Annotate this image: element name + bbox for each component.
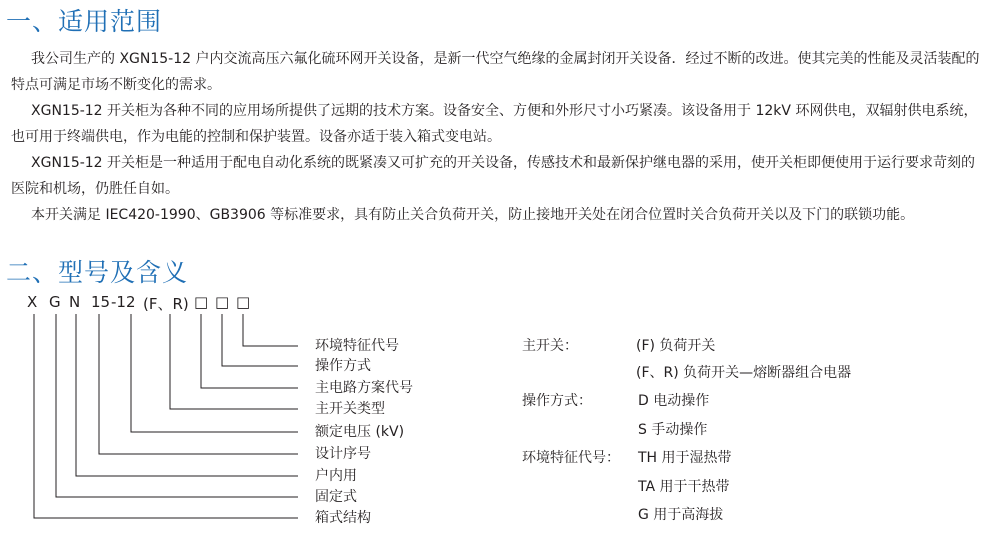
connector-x (34, 314, 298, 518)
legend-operation-label: 操作方式： (522, 393, 592, 409)
legend-operation-s: S 手动操作 (638, 422, 708, 438)
paragraph-4: 本开关满足 IEC420-1990、GB3906 等标准要求，具有防止关合负荷开关，防止接地开关处在闭合位置时关合负荷开关以及下门的联锁功能。 (31, 207, 915, 223)
connector-n (76, 314, 298, 476)
label-indoor: 户内用 (315, 468, 357, 484)
label-rated-voltage: 额定电压 (kV) (315, 424, 405, 440)
label-switch-type: 主开关类型 (315, 401, 385, 417)
legend-environment-ta: TA 用于干热带 (638, 479, 730, 495)
legend-environment-th: TH 用于湿热带 (638, 450, 732, 466)
code-g: G (49, 293, 61, 311)
legend-operation-d: D 电动操作 (638, 393, 710, 409)
legend-environment-g: G 用于高海拔 (638, 507, 724, 523)
label-main-circuit: 主电路方案代号 (315, 380, 413, 396)
connector-box-3 (243, 314, 298, 346)
section-1-heading: 一、适用范围 (6, 7, 163, 36)
paragraph-3: XGN15-12 开关柜是一种适用于配电自动化系统的既紧凑又可扩充的开关设备，传感技术和最新保护继电器的采用，使开关柜即便使用于运行要求苛刻的医院和机场，仍胜任自如。 (11, 155, 976, 197)
connector-12 (131, 314, 298, 432)
label-design-serial: 设计序号 (315, 446, 371, 462)
code-fr: (F、R) (143, 295, 189, 313)
code-box-3: □ (236, 293, 251, 311)
code-box-1: □ (194, 293, 209, 311)
section-2-heading: 二、型号及含义 (6, 258, 189, 287)
connector-15 (99, 314, 298, 454)
paragraph-2: XGN15-12 开关柜为各种不同的应用场所提供了远期的技术方案。设备安全、方便和外形尺寸小巧紧凑。该设备用于 12kV 环网供电，双辐射供电系统，也可用于终端供电，作为电能的控制和保护装置。设备亦适于装入箱式变电站。 (11, 103, 978, 145)
code-15: 15 (91, 293, 111, 311)
legend-main-switch-label: 主开关： (522, 338, 578, 354)
label-fixed: 固定式 (315, 489, 357, 505)
code-box-2: □ (215, 293, 230, 311)
connector-g (56, 314, 298, 497)
paragraph-1: 我公司生产的 XGN15-12 户内交流高压六氟化硫环网开关设备，是新一代空气绝缘的金属封闭开关设备．经过不断的改进。使其完美的性能及灵活装配的特点可满足市场不断变化的需求。 (11, 51, 980, 93)
code-12: -12 (111, 293, 136, 311)
legend-main-switch-fr: (F、R) 负荷开关—熔断器组合电器 (636, 365, 852, 381)
label-operation-mode: 操作方式 (315, 358, 371, 374)
label-environment-code: 环境特征代号 (315, 338, 399, 354)
connector-fr (170, 314, 298, 409)
legend-environment-label: 环境特征代号： (522, 450, 620, 466)
legend-main-switch-f: (F) 负荷开关 (636, 338, 716, 354)
code-x: X (27, 293, 38, 311)
label-box-structure: 箱式结构 (315, 510, 371, 526)
code-n: N (69, 293, 81, 311)
connector-box-1 (201, 314, 298, 388)
connector-box-2 (222, 314, 298, 366)
